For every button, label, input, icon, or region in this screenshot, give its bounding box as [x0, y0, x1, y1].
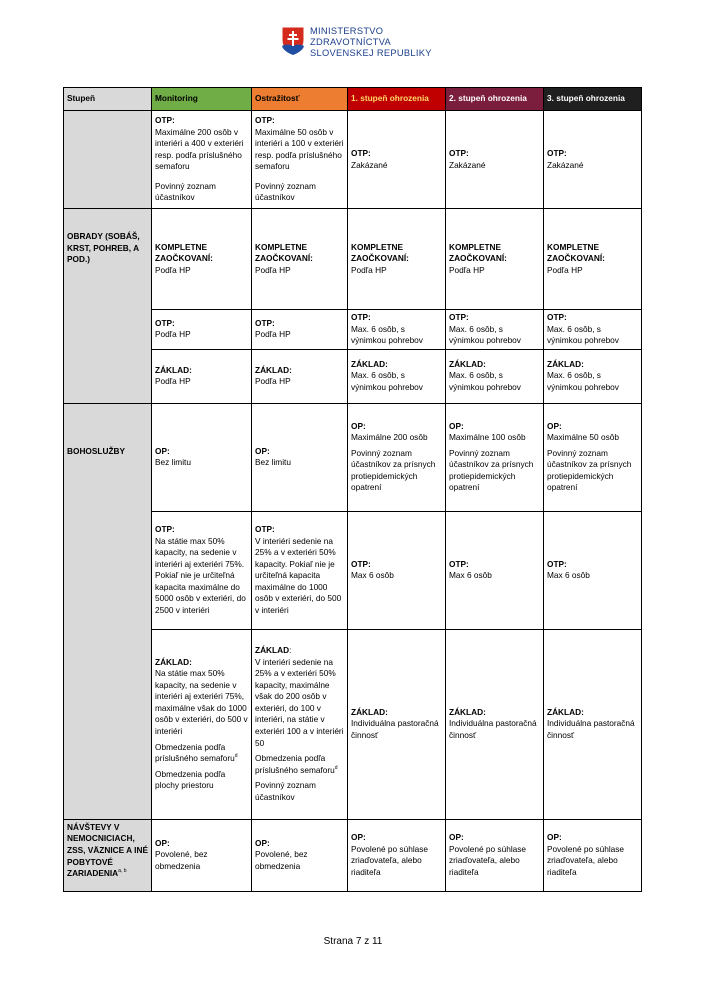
header-stupen: Stupeň	[64, 88, 152, 111]
cell-text: Maximálne 50 osôb v interiéri a 100 v exteriéri resp. podľa príslušného semaforu	[255, 126, 344, 172]
cell-text: Zakázané	[547, 159, 584, 170]
cell-text: Podľa HP	[547, 264, 583, 275]
cell-label: OTP:	[547, 558, 567, 569]
cell-text: Povolené po súhlase zriaďovateľa, alebo riaditeľa	[351, 843, 429, 877]
table-cell	[544, 111, 642, 209]
table-row	[64, 111, 642, 209]
cell-text: Zakázané	[351, 159, 388, 170]
cell-text: Podľa HP	[255, 329, 291, 340]
cell-label: OTP:	[155, 317, 175, 328]
header-stupen-2: 2. stupeň ohrozenia	[446, 88, 544, 111]
table-cell	[152, 209, 252, 310]
cell-label: OTP:	[449, 558, 469, 569]
table-cell	[446, 819, 544, 891]
table-header-row	[64, 88, 642, 111]
table-cell	[252, 511, 348, 629]
ministry-line-3: SLOVENSKEJ REPUBLIKY	[310, 47, 432, 58]
cell-label: OTP:	[351, 312, 371, 322]
cell-text: Maximálne 200 osôb v interiéri a 400 v exteriéri resp. podľa príslušného semaforu	[155, 126, 244, 172]
cell-text: Na státie max 50% kapacity, na sedenie v interiéri aj exteriéri 75%, maximálne však do 1000 osôb v exteriéri, do 500 v interiéri	[155, 668, 248, 737]
table-cell	[544, 310, 642, 350]
cell-text: Povinný zoznam účastníkov	[155, 180, 216, 203]
cell-label: OP:	[547, 420, 562, 431]
table-cell	[348, 819, 446, 891]
table-cell	[544, 819, 642, 891]
cell-text-part: Obmedzenia podľa príslušného semaforu	[255, 753, 335, 775]
footnote-mark: a, b	[118, 868, 127, 875]
cell-text: Max. 6 osôb, s výnimkou pohrebov	[351, 370, 423, 393]
table-row	[64, 403, 642, 511]
cell-label: OP:	[547, 832, 562, 843]
cell-text: Max. 6 osôb, s výnimkou pohrebov	[547, 370, 619, 393]
header-ostrazitost: Ostražitosť	[252, 88, 348, 111]
table-cell	[152, 310, 252, 350]
table-cell	[152, 629, 252, 819]
category-label: OBRADY (SOBÁŠ, KRST, POHREB, A POD.)	[67, 231, 140, 265]
table-cell	[446, 209, 544, 310]
cell-text: V interiéri sedenie na 25% a v exteriéri 50% kapacity. Pokiaľ nie je určiteľná kapacita maximálne do 1000 osôb v exteriéri, do 500 v interiéri	[255, 535, 342, 616]
cell-text: Povinný zoznam účastníkov za prísnych protiepidemických opatrení	[351, 447, 436, 493]
cell-text: Bez limitu	[255, 457, 291, 468]
table-cell	[446, 403, 544, 511]
cell-label: OP:	[351, 420, 366, 431]
cell-text: V interiéri sedenie na 25% a v exteriéri 50% kapacity, maximálne však do 200 osôb v exteriéri, do 100 v interiéri, na státie v exteriéri 100 a v interiéri 50	[255, 656, 344, 748]
cell-text-part: Obmedzenia podľa príslušného semaforu	[155, 741, 235, 764]
cell-text: Podľa HP	[255, 376, 291, 387]
cell-label: ZÁKLAD:	[255, 644, 292, 655]
category-obrady	[64, 209, 152, 404]
header-stupen-3: 3. stupeň ohrozenia	[544, 88, 642, 111]
cell-label: OTP:	[547, 147, 567, 158]
ministry-logo	[281, 26, 451, 66]
cell-text: Maximálne 200 osôb	[351, 432, 428, 443]
cell-text: Podľa HP	[449, 264, 485, 275]
cell-text: Max 6 osôb	[351, 570, 394, 581]
cell-label: OTP:	[449, 312, 469, 322]
table-cell	[348, 403, 446, 511]
table-cell	[152, 403, 252, 511]
cell-text: Max. 6 osôb, s výnimkou pohrebov	[449, 323, 521, 346]
table-cell	[446, 511, 544, 629]
cell-text: Max 6 osôb	[547, 570, 590, 581]
cell-label: KOMPLETNE ZAOČKOVANÍ:	[255, 241, 313, 264]
table-cell	[348, 629, 446, 819]
table-cell	[252, 310, 348, 350]
header-stupen-1: 1. stupeň ohrozenia	[348, 88, 446, 111]
cell-text: Individuálna pastoračná činnosť	[547, 718, 635, 741]
cell-text: Povolené, bez obmedzenia	[255, 849, 308, 872]
cell-text: Obmedzenia podľa plochy priestoru	[155, 768, 226, 791]
table-row	[64, 209, 642, 310]
cell-text: Max 6 osôb	[449, 570, 492, 581]
cell-label: OP:	[449, 420, 464, 431]
cell-text: Individuálna pastoračná činnosť	[351, 718, 439, 741]
cell-label: OTP:	[255, 114, 275, 125]
slovak-coat-of-arms-icon	[281, 26, 305, 56]
cell-label: KOMPLETNE ZAOČKOVANÍ:	[155, 241, 213, 264]
cell-label: OTP:	[255, 523, 275, 534]
table-cell	[252, 111, 348, 209]
table-cell	[348, 349, 446, 403]
cell-text: Bez limitu	[155, 457, 191, 468]
cell-text: Povolené po súhlase zriaďovateľa, alebo riaditeľa	[449, 843, 527, 877]
table-cell	[252, 403, 348, 511]
cell-text	[255, 753, 344, 776]
cell-text: Podľa HP	[351, 264, 387, 275]
cell-text: Max. 6 osôb, s výnimkou pohrebov	[547, 323, 619, 346]
page-number: Strana 7 z 11	[323, 936, 383, 947]
table-cell	[152, 349, 252, 403]
measures-table	[63, 87, 642, 892]
cell-text: Podľa HP	[255, 264, 291, 275]
cell-label: OP:	[255, 837, 270, 848]
ministry-line-1: MINISTERSTVO	[310, 26, 384, 36]
table-cell	[152, 111, 252, 209]
table-cell	[544, 349, 642, 403]
cell-label: OP:	[155, 837, 170, 848]
table-cell	[348, 511, 446, 629]
footnote-mark: d	[334, 765, 338, 772]
cell-label: ZÁKLAD:	[155, 656, 192, 667]
cell-text: Max. 6 osôb, s výnimkou pohrebov	[449, 370, 521, 393]
cell-text: Podľa HP	[155, 376, 191, 387]
cell-label: OP:	[155, 445, 170, 456]
cell-label: OP:	[449, 832, 464, 843]
table-cell	[446, 111, 544, 209]
table-row	[64, 819, 642, 891]
cell-label: ZÁKLAD:	[351, 358, 388, 369]
table-cell	[446, 349, 544, 403]
cell-text: Povinný zoznam účastníkov za prísnych protiepidemických opatrení	[547, 447, 632, 493]
table-cell	[544, 209, 642, 310]
table-cell	[252, 209, 348, 310]
cell-text: Povinný zoznam účastníkov	[255, 180, 316, 203]
cell-label: ZÁKLAD:	[449, 706, 486, 717]
table-cell	[252, 819, 348, 891]
cell-text: Na státie max 50% kapacity, na sedenie v interiéri aj exteriéri 75%. Pokiaľ nie je určiteľná kapacita maximálne do 5000 osôb v exteriéri, do 2500 v interiéri	[155, 535, 246, 616]
cell-text: Max. 6 osôb, s výnimkou pohrebov	[351, 323, 423, 346]
cell-label: OP:	[351, 832, 366, 843]
cell-label: OTP:	[547, 312, 567, 322]
table-cell	[152, 819, 252, 891]
cell-label: OTP:	[155, 523, 175, 534]
ministry-name	[310, 26, 432, 58]
cell-label-text: ZÁKLAD	[255, 644, 290, 655]
cell-label: KOMPLETNE ZAOČKOVANÍ:	[449, 241, 507, 264]
header-monitoring: Monitoring	[152, 88, 252, 111]
category-label: NÁVŠTEVY V NEMOCNICIACH, ZSS, VÄZNICE A INÉ POBYTOVÉ ZARIADENIA	[67, 821, 148, 879]
cell-label: KOMPLETNE ZAOČKOVANÍ:	[351, 241, 409, 264]
table-cell	[544, 629, 642, 819]
category-bohosluzby	[64, 403, 152, 819]
cell-text: Povinný zoznam účastníkov za prísnych protiepidemických opatrení	[449, 447, 534, 493]
cell-label: KOMPLETNE ZAOČKOVANÍ:	[547, 241, 605, 264]
cell-text: Povolené, bez obmedzenia	[155, 849, 208, 872]
cell-text: Povinný zoznam účastníkov	[255, 780, 316, 803]
cell-label: OP:	[255, 445, 270, 456]
cell-label: OTP:	[255, 317, 275, 328]
table-cell	[348, 111, 446, 209]
table-cell	[446, 629, 544, 819]
cell-label: ZÁKLAD:	[547, 358, 584, 369]
cell-label: OTP:	[351, 558, 371, 569]
category-navstevy	[64, 819, 152, 891]
cell-label: OTP:	[155, 114, 175, 125]
table-cell	[152, 511, 252, 629]
category-label: BOHOSLUŽBY	[67, 445, 126, 456]
cell-label: ZÁKLAD:	[351, 706, 388, 717]
cell-label: ZÁKLAD:	[547, 706, 584, 717]
cell-text: Podľa HP	[155, 329, 191, 340]
cell-text: Podľa HP	[155, 264, 191, 275]
cell-text: Maximálne 50 osôb	[547, 432, 619, 443]
cell-text: Maximálne 100 osôb	[449, 432, 526, 443]
table-cell	[252, 629, 348, 819]
ministry-line-2: ZDRAVOTNÍCTVA	[310, 36, 392, 47]
cell-text: Individuálna pastoračná činnosť	[449, 718, 537, 741]
table-cell	[348, 310, 446, 350]
table-cell	[544, 403, 642, 511]
cell-text: Povolené po súhlase zriaďovateľa, alebo riaditeľa	[547, 843, 625, 877]
cell-label: OTP:	[449, 147, 469, 158]
cell-label: OTP:	[351, 147, 371, 158]
table-cell	[446, 310, 544, 350]
cell-label: ZÁKLAD:	[155, 364, 192, 375]
cell-label: ZÁKLAD:	[449, 358, 486, 369]
cell-text	[155, 742, 248, 765]
cell-label: ZÁKLAD:	[255, 364, 292, 375]
footnote-mark: d	[234, 753, 238, 760]
table-cell	[348, 209, 446, 310]
table-cell	[252, 349, 348, 403]
table-cell	[544, 511, 642, 629]
cell-text: Zakázané	[449, 159, 486, 170]
category-cell-continued	[64, 111, 152, 209]
